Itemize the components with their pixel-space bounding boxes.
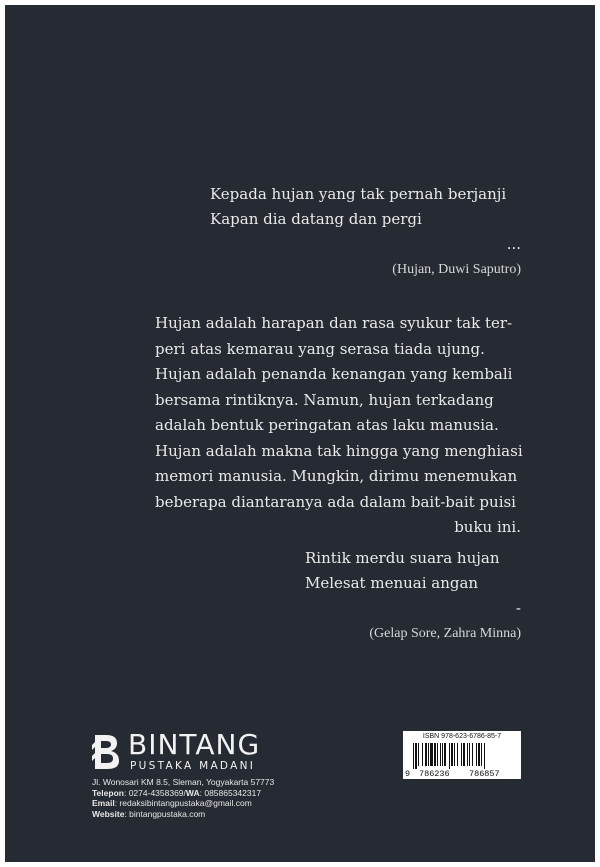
barcode-bar: [476, 743, 477, 766]
barcode-bar: [449, 743, 450, 769]
barcode-bar: [472, 743, 473, 766]
blurb-line: adalah bentuk peringatan atas laku manusia.: [155, 416, 499, 434]
barcode-bar: [454, 743, 455, 766]
publisher-tagline: PUSTAKA MADANI: [130, 760, 256, 772]
poem2-citation: (Gelap Sore, Zahra Minna): [369, 626, 521, 641]
barcode-bar: [422, 743, 423, 766]
isbn-text: ISBN 978-623-6786-85-7: [422, 733, 502, 740]
website-label: Website: [92, 808, 125, 819]
blurb-line: Hujan adalah makna tak hingga yang menghiasi: [155, 441, 523, 460]
poem-excerpt-2: [305, 546, 521, 646]
barcode-bar: [451, 743, 453, 766]
email-line: Email: redaksibintangpustaka@gmail.com: [92, 798, 252, 808]
barcode-bar: [461, 743, 462, 766]
barcode-bar: [484, 743, 485, 769]
poem-excerpt-1: [210, 182, 521, 282]
barcode-bar: [437, 743, 438, 766]
barcode-bar: [428, 743, 429, 766]
blurb-line: Hujan adalah harapan dan rasa syukur tak ter-: [155, 314, 513, 332]
website-line: Website: bintangpustaka.com: [92, 808, 206, 819]
poem1-line-2: Kapan dia datang dan pergi: [210, 210, 422, 228]
poem1-ellipsis: ...: [506, 235, 521, 253]
barcode-bar: [413, 743, 414, 769]
blurb-line: bersama rintiknya. Namun, hujan terkadang: [155, 390, 494, 409]
barcode-digit-first: 9: [405, 769, 411, 779]
barcode-bar: [469, 743, 470, 766]
barcode-bar: [478, 743, 480, 766]
blurb-line: memori manusia. Mungkin, dirimu menemukan: [155, 467, 518, 485]
barcode-bar: [418, 743, 419, 766]
poem1-line-1: Kepada hujan yang tak pernah berjanji: [210, 185, 507, 203]
barcode-bar: [467, 743, 468, 766]
email-label: Email: [92, 798, 115, 808]
poem2-line-2: Melesat menuai angan: [305, 574, 479, 592]
blurb-line: buku ini.: [454, 518, 521, 536]
phone-line: Telepon: 0274-4358369/WA: 085865342317: [92, 787, 262, 798]
publisher-contact: [92, 777, 274, 819]
stylized-b-icon: [92, 732, 122, 772]
barcode-digits-left: 786236: [419, 769, 450, 779]
barcode-digits-right: 786857: [469, 769, 500, 779]
address-line: Jl. Wonosari KM 8.5, Sleman, Yogyakarta 57773: [92, 777, 275, 787]
barcode-bar: [430, 743, 433, 766]
back-cover: [5, 5, 595, 862]
telepon-value: 0274-4358369/: [128, 787, 186, 798]
blurb-line: beberapa diantaranya ada dalam bait-bait puisi: [155, 492, 516, 511]
barcode-bar: [434, 743, 436, 766]
wa-label: WA: [185, 787, 200, 798]
barcode-bar: [444, 743, 446, 766]
barcode-bar: [415, 743, 417, 769]
wa-value: 085865342317: [204, 787, 262, 798]
telepon-label: Telepon: [92, 787, 124, 798]
barcode-bar: [481, 743, 482, 766]
blurb-line: peri atas kemarau yang serasa tiada ujung.: [155, 339, 485, 358]
barcode-bar: [463, 743, 465, 766]
isbn-barcode: [403, 731, 521, 779]
poem1-citation: (Hujan, Duwi Saputro): [392, 262, 521, 277]
barcode-bar: [425, 743, 427, 766]
publisher-name: BINTANG: [128, 728, 261, 761]
barcode-bars: [409, 743, 515, 769]
barcode-bar: [440, 743, 441, 766]
poem2-line-1: Rintik merdu suara hujan: [305, 549, 500, 567]
website-value: bintangpustaka.com: [129, 808, 206, 819]
blurb-paragraph: [155, 311, 521, 541]
barcode-bar: [457, 743, 458, 766]
blurb-line: Hujan adalah penanda kenangan yang kembali: [155, 365, 513, 383]
email-value: redaksibintangpustaka@gmail.com: [119, 798, 252, 808]
barcode-bar: [442, 743, 443, 766]
poem2-dash: -: [515, 599, 521, 617]
